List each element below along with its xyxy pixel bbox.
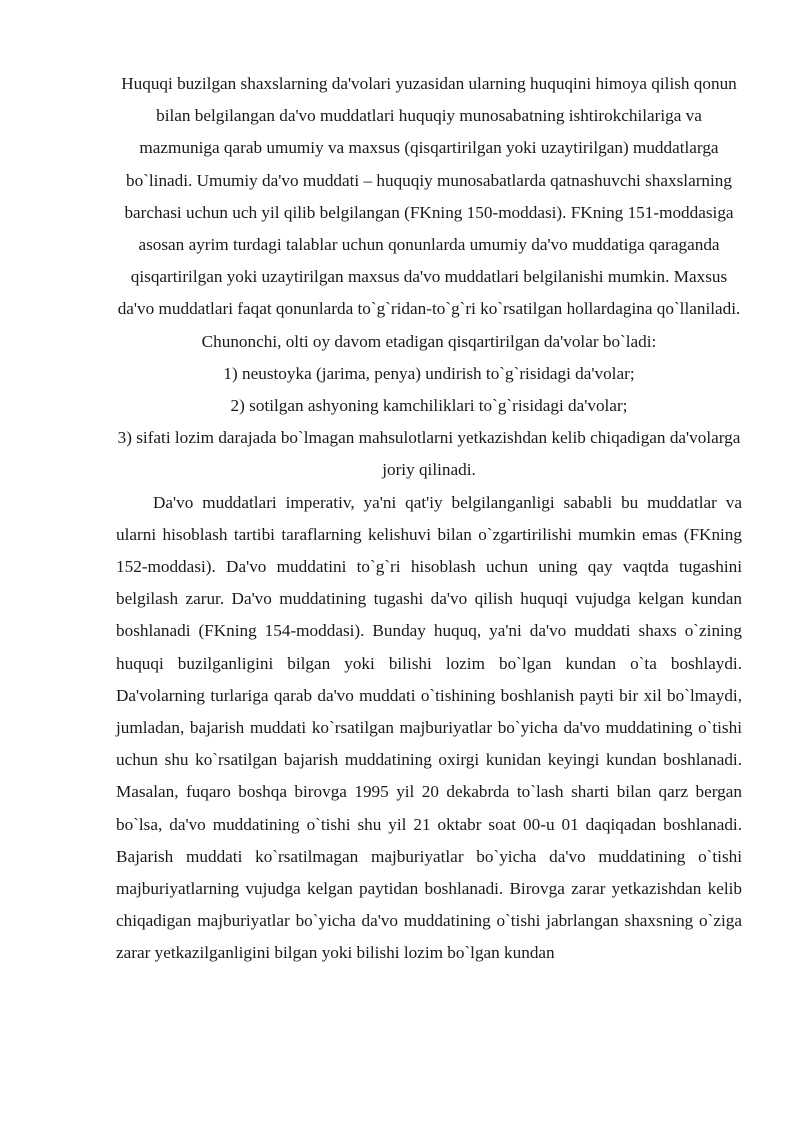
main-paragraph: Da'vo muddatlari imperativ, ya'ni qat'iy belgilanganligi sababli bu muddatlar va ularni hisoblash tartibi taraflarning kelishuvi bilan o`zgartirilishi mumkin emas (FKning 152-moddasi). Da'vo muddatini to`g`ri hisoblash uchun uning qay vaqtda tugashini belgilash zarur. Da'vo muddatining tugashi da'vo qilish huquqi vujudga kelgan kundan boshlanadi (FKning 154-moddasi). Bunday huquq, ya'ni da'vo muddati shaxs o`zining huquqi buzilganligini bilgan yoki bilishi lozim bo`lgan kundan o`ta boshlaydi. Da'volarning turlariga qarab da'vo muddati o`tishining boshlanish payti bir xil bo`lmaydi, jumladan, bajarish muddati ko`rsatilgan majburiyatlar bo`yicha da'vo muddatining o`tishi uchun shu ko`rsatilgan bajarish muddatining oxirgi kunidan keyingi kundan boshlanadi. Masalan, fuqaro boshqa birovga 1995 yil 20 dekabrda to`lash sharti bilan qarz bergan bo`lsa, da'vo muddatining o`tishi shu yil 21 oktabr soat 00-u 01 daqiqadan boshlanadi. Bajarish muddati ko`rsatilmagan majburiyatlar bo`yicha da'vo muddatining o`tishi majburiyatlarning vujudga kelgan paytidan boshlanadi. Birovga zarar yetkazishdan kelib chiqadigan majburiyatlar bo`yicha da'vo muddatining o`tishi jabrlangan shaxsning o`ziga zarar yetkazilganligini bilgan yoki bilishi lozim bo`lgan kundan (116, 492, 742, 963)
list-item-3: 3) sifati lozim darajada bo`lmagan mahsulotlarni yetkazishdan kelib chiqadigan da'volarga joriy qilinadi. (117, 428, 741, 480)
intro-paragraph: Huquqi buzilgan shaxslarning da'volari yuzasidan ularning huquqini himoya qilish qonun bilan belgilangan da'vo muddatlari huquqiy munosabatning ishtirokchilariga va mazmuniga qarab umumiy va maxsus (qisqartirilgan yoki uzaytirilgan) muddatlarga bo`linadi. Umumiy da'vo muddati – huquqiy munosabatlarda qatnashuvchi shaxslarning barchasi uchun uch yil qilib belgilangan (FKning 150-moddasi). FKning 151-moddasiga asosan ayrim turdagi talablar uchun qonunlarda umumiy da'vo muddatiga qaraganda qisqartirilgan yoki uzaytirilgan maxsus da'vo muddatlari belgilanishi mumkin. Maxsus da'vo muddatlari faqat qonunlarda to`g`ridan-to`g`ri ko`rsatilgan hollardagina qo`llaniladi. Chunonchi, olti oy davom etadigan qisqartirilgan da'volar bo`ladi: (117, 74, 741, 351)
list-item-1: 1) neustoyka (jarima, penya) undirish to`g`risidagi da'volar; (223, 363, 635, 383)
document-page (116, 68, 742, 970)
list-item-2: 2) sotilgan ashyoning kamchiliklari to`g`risidagi da'volar; (230, 396, 628, 416)
